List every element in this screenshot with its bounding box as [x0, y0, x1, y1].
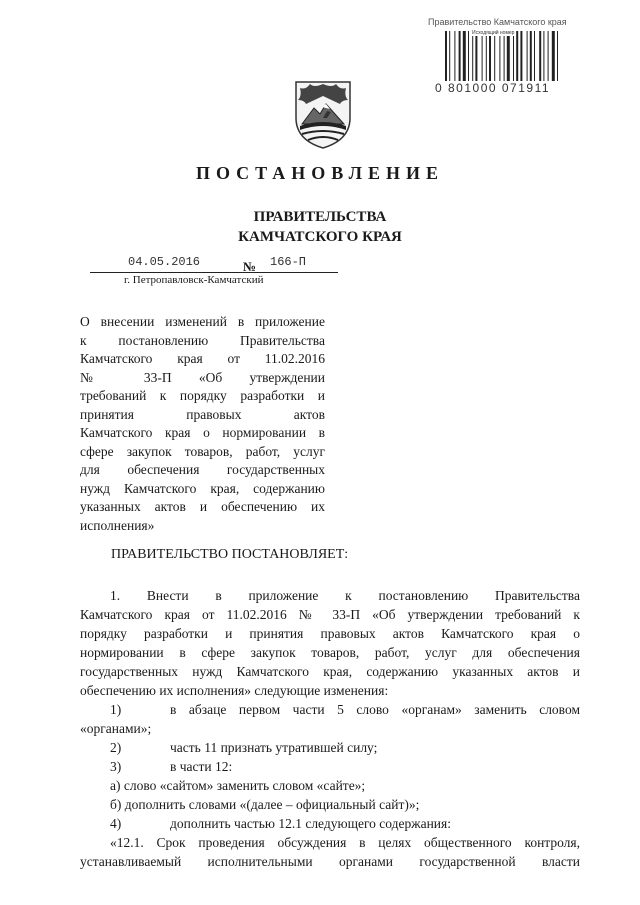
item-number: 2): [110, 740, 122, 755]
subject-line: Камчатского края о нормировании в: [80, 425, 325, 440]
barcode-bar: [507, 31, 510, 81]
subject-line: сфере закупок товаров, работ, услуг: [80, 443, 325, 459]
item-text: часть 11 признать утратившей силу;: [170, 740, 378, 755]
barcode-bar: [513, 31, 514, 81]
subject-line: для обеспечения государственных: [80, 462, 325, 477]
document-title: ПОСТАНОВЛЕНИЕ: [195, 163, 445, 183]
paragraph-line: Камчатского края от 11.02.2016 № 33-П «Об утверждении требований к: [80, 607, 580, 622]
barcode-bar: [482, 31, 483, 81]
barcode-bar: [459, 31, 461, 81]
barcode-bar: [539, 31, 541, 81]
item-number: 3): [110, 759, 122, 774]
barcode-bar: [516, 31, 518, 81]
number-sign: №: [243, 259, 257, 274]
subject-line: № 33-П «Об утверждении: [80, 369, 325, 385]
paragraph-line: 1. Внести в приложение к постановлению Правительства: [110, 588, 580, 603]
subject-line: Камчатского края от 11.02.2016: [80, 351, 325, 366]
barcode-bar: [534, 31, 535, 81]
subject-line: принятия правовых актов: [80, 406, 325, 422]
barcode-bar: [454, 31, 455, 81]
subject-line: требований к порядку разработки и: [80, 388, 325, 403]
barcode: [445, 31, 577, 81]
item-number: 1): [110, 702, 122, 717]
barcode-bar: [468, 31, 469, 81]
document-subject: [80, 313, 325, 535]
document-body: [80, 586, 580, 871]
item-text: в части 12:: [170, 759, 233, 774]
document-city: г. Петропавловск-Камчатский: [124, 274, 264, 286]
paragraph-line: устанавливаемый исполнительными органами государственной власти: [80, 854, 580, 869]
barcode-bar: [552, 31, 555, 81]
paragraph-line: порядку разработки и принятия правовых актов Камчатского края о: [80, 626, 580, 641]
org-line-2: КАМЧАТСКОГО КРАЯ: [238, 229, 402, 245]
stamp-label: Правительство Камчатского края: [428, 17, 567, 27]
barcode-bar: [475, 31, 477, 81]
paragraph-line: «12.1. Срок проведения обсуждения в целях общественного контроля,: [110, 835, 580, 850]
paragraph-line: нормировании в сфере закупок товаров, работ, услуг для обеспечения: [80, 645, 580, 660]
barcode-bar: [494, 31, 495, 81]
paragraph-line: государственных нужд Камчатского края, содержанию указанных актов и: [80, 664, 580, 679]
paragraph-line: «органами»;: [80, 721, 152, 736]
org-line-1: ПРАВИТЕЛЬСТВА: [253, 209, 387, 225]
list-item: [80, 738, 580, 757]
barcode-bar: [463, 31, 466, 81]
barcode-bar: [543, 31, 544, 81]
barcode-bar: [548, 31, 549, 81]
document-date: 04.05.2016: [128, 255, 201, 269]
barcode-bar: [530, 31, 532, 81]
document-number: 166-П: [270, 255, 307, 269]
subject-line: указанных актов и обеспечению их: [80, 499, 325, 514]
barcode-number: 0 801000 071911: [435, 81, 551, 95]
barcode-bar: [557, 31, 558, 81]
subject-line: к постановлению Правительства: [80, 332, 325, 348]
decree-heading: ПРАВИТЕЛЬСТВО ПОСТАНОВЛЯЕТ:: [111, 547, 349, 562]
sub-item: б) дополнить словами «(далее – официальный сайт)»;: [110, 797, 420, 812]
paragraph-line: обеспечению их исполнения» следующие изменения:: [80, 683, 389, 698]
list-item: [80, 700, 580, 719]
list-item: [80, 757, 580, 776]
barcode-bar: [486, 31, 487, 81]
subject-line: исполнения»: [80, 517, 155, 533]
sub-item: а) слово «сайтом» заменить словом «сайте»;: [110, 778, 366, 793]
subject-line: О внесении изменений в приложение: [80, 314, 325, 329]
barcode-caption: Исходящий номер: [472, 30, 515, 36]
barcode-bar: [520, 31, 522, 81]
barcode-bar: [504, 31, 505, 81]
subject-line: нужд Камчатского края, содержанию: [80, 480, 325, 496]
emblem-icon: [292, 78, 354, 150]
item-text: дополнить частью 12.1 следующего содержания:: [170, 816, 451, 831]
barcode-bar: [445, 31, 447, 81]
barcode-bar: [449, 31, 450, 81]
barcode-bar: [489, 31, 491, 81]
barcode-bar: [527, 31, 528, 81]
item-number: 4): [110, 816, 122, 831]
item-text: в абзаце первом части 5 слово «органам» заменить словом: [170, 702, 580, 717]
barcode-bar: [499, 31, 500, 81]
issuing-organization: [0, 207, 640, 247]
date-underline: [90, 272, 338, 273]
list-item: [80, 814, 580, 833]
barcode-bar: [472, 31, 473, 81]
